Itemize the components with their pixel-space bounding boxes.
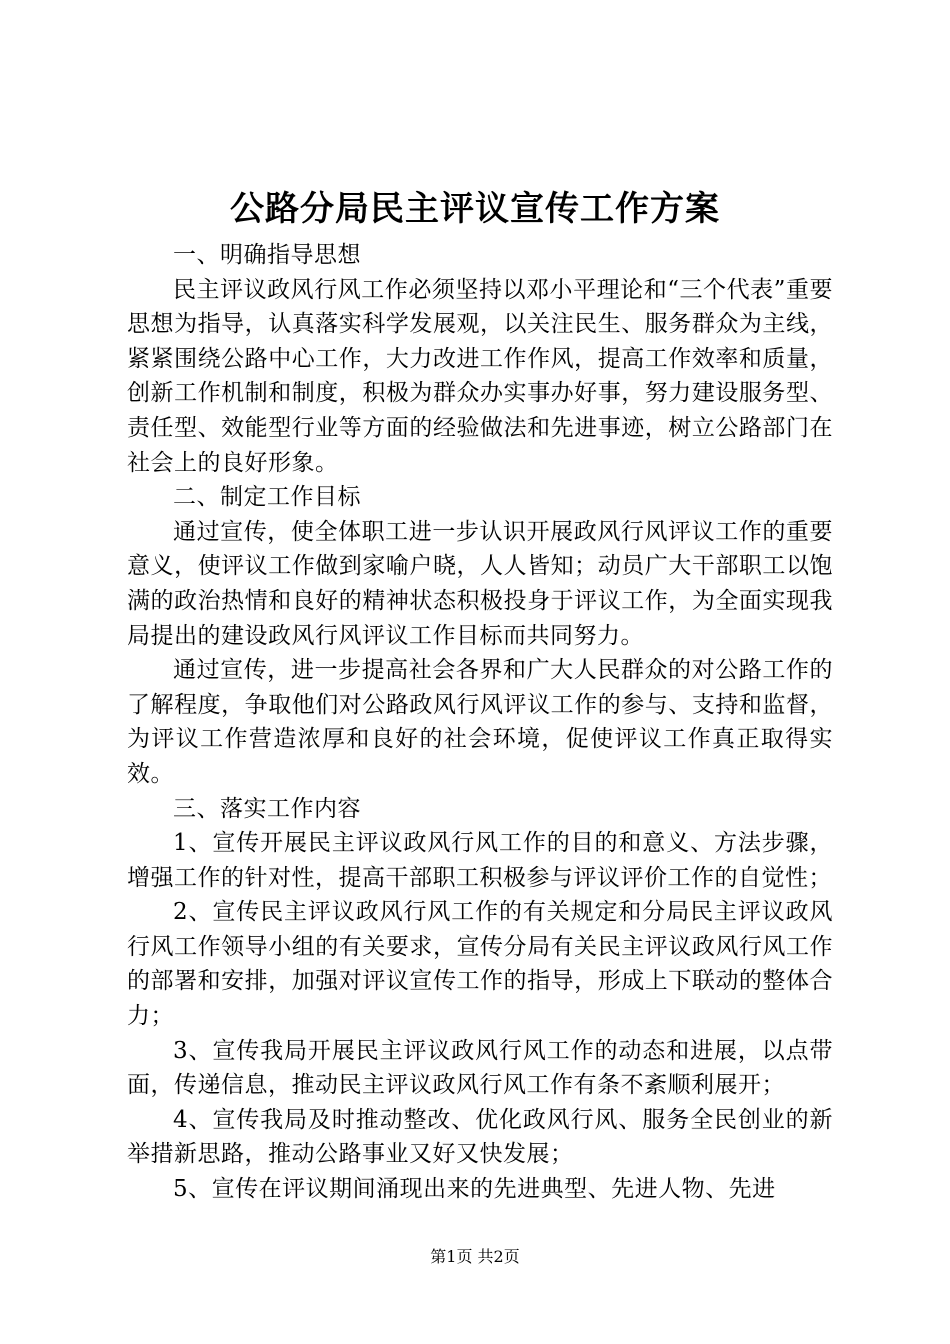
list-item: 4、宣传我局及时推动整改、优化政风行风、服务全民创业的新举措新思路，推动公路事业又好又快发展； [127, 1106, 833, 1168]
list-item: 3、宣传我局开展民主评议政风行风工作的动态和进展，以点带面，传递信息，推动民主评议政风行风工作有条不紊顺利展开； [127, 1037, 833, 1099]
document-body [127, 238, 833, 1207]
section-heading: 二、制定工作目标 [173, 484, 361, 511]
paragraph: 通过宣传，使全体职工进一步认识开展政风行风评议工作的重要意义，使评议工作做到家喻户晓，人人皆知；动员广大干部职工以饱满的政治热情和良好的精神状态积极投身于评议工作，为全面实现我局提出的建设政风行风评议工作目标而共同努力。 [127, 518, 833, 649]
list-item: 2、宣传民主评议政风行风工作的有关规定和分局民主评议政风行风工作领导小组的有关要求，宣传分局有关民主评议政风行风工作的部署和安排，加强对评议宣传工作的指导，形成上下联动的整体合力； [127, 899, 833, 1030]
page-footer: 第1页 共2页 [430, 1247, 520, 1266]
section-heading: 一、明确指导思想 [173, 242, 361, 268]
page-title: 公路分局民主评议宣传工作方案 [230, 189, 720, 229]
section-heading: 三、落实工作内容 [173, 795, 361, 822]
paragraph: 通过宣传，进一步提高社会各界和广大人民群众的对公路工作的了解程度，争取他们对公路政风行风评议工作的参与、支持和监督，为评议工作营造浓厚和良好的社会环境，促使评议工作真正取得实效。 [127, 657, 833, 787]
list-item: 1、宣传开展民主评议政风行风工作的目的和意义、方法步骤，增强工作的针对性，提高干部职工积极参与评议评价工作的自觉性； [127, 830, 833, 891]
paragraph: 民主评议政风行风工作必须坚持以邓小平理论和“三个代表”重要思想为指导，认真落实科学发展观，以关注民生、服务群众为主线，紧紧围绕公路中心工作，大力改进工作作风，提高工作效率和质量，创新工作机制和制度，积极为群众办实事办好事，努力建设服务型、责任型、效能型行业等方面的经验做法和先进事迹，树立公路部门在社会上的良好形象。 [127, 276, 833, 476]
list-item: 5、宣传在评议期间涌现出来的先进典型、先进人物、先进 [173, 1176, 776, 1203]
